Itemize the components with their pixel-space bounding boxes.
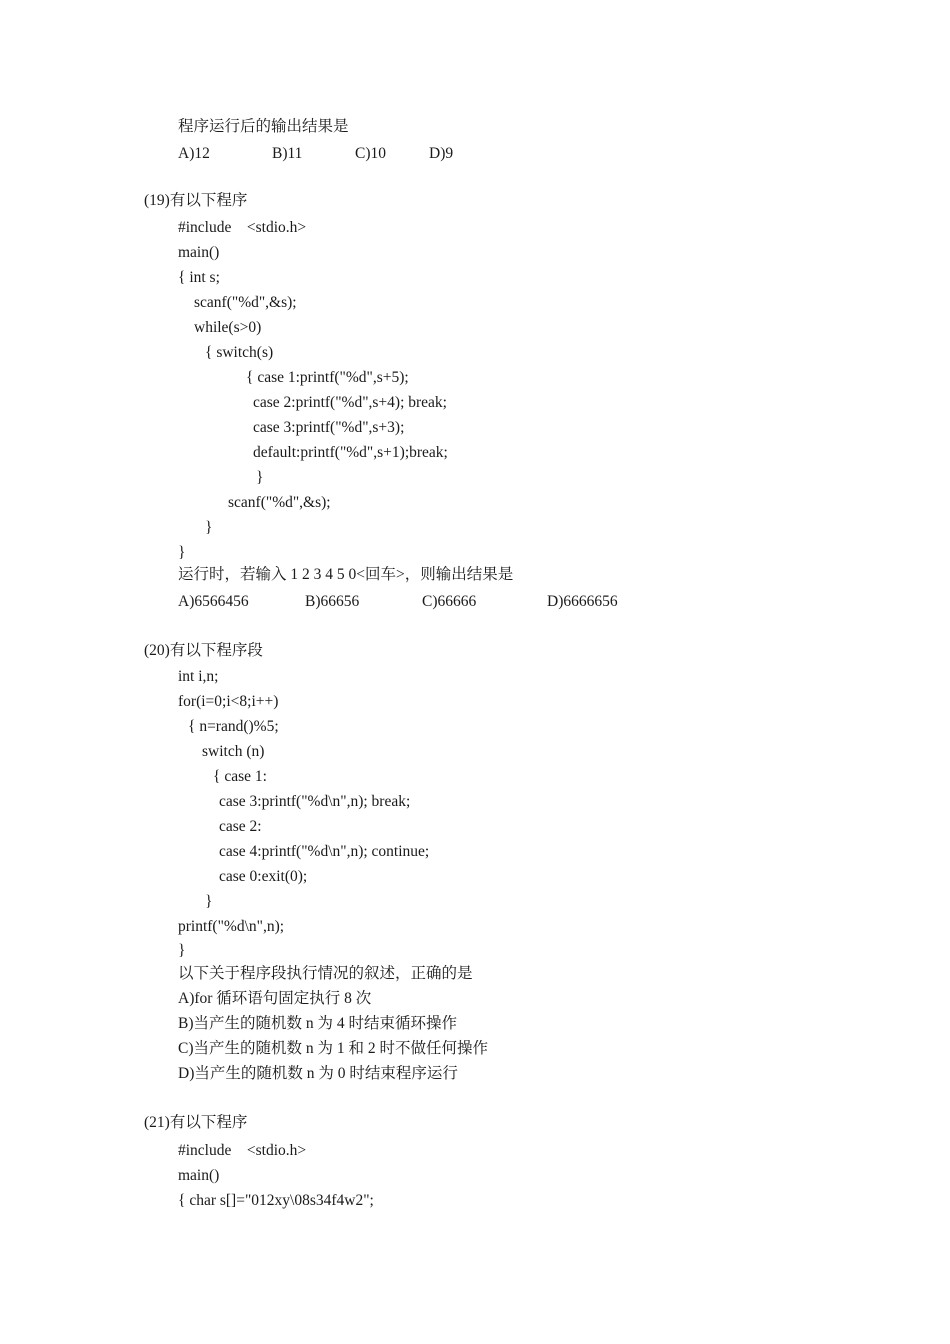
q20-option-a: A)for 循环语句固定执行 8 次	[178, 990, 372, 1007]
q20-code-line: }	[178, 942, 186, 959]
q19-code-line: #include <stdio.h>	[178, 219, 307, 236]
q20-code-line: { n=rand()%5;	[188, 718, 279, 735]
q19-code-line: scanf("%d",&s);	[194, 294, 297, 311]
q21-code-line: #include <stdio.h>	[178, 1142, 307, 1159]
q18-option-a: A)12	[178, 145, 210, 162]
q20-title: (20)有以下程序段	[144, 642, 263, 659]
q19-code-line: { switch(s)	[205, 344, 274, 361]
q20-code-line: printf("%d\n",n);	[178, 918, 285, 935]
q19-code-line: while(s>0)	[194, 319, 262, 336]
q20-option-c: C)当产生的随机数 n 为 1 和 2 时不做任何操作	[178, 1040, 489, 1057]
q20-code-line: int i,n;	[178, 668, 219, 685]
q19-code-line: }	[178, 544, 186, 561]
q20-option-b: B)当产生的随机数 n 为 4 时结束循环操作	[178, 1015, 458, 1032]
q18-option-d: D)9	[429, 145, 454, 162]
q20-code-line: case 2:	[219, 818, 262, 835]
q19-code-line: default:printf("%d",s+1);break;	[253, 444, 448, 461]
q20-question: 以下关于程序段执行情况的叙述，正确的是	[178, 965, 473, 982]
q21-title: (21)有以下程序	[144, 1114, 248, 1131]
q20-code-line: for(i=0;i<8;i++)	[178, 693, 279, 710]
q20-code-line: switch (n)	[202, 743, 265, 760]
q18-option-c: C)10	[355, 145, 386, 162]
q19-option-b: B)66656	[305, 593, 360, 610]
q19-option-c: C)66666	[422, 593, 477, 610]
q20-code-line: case 3:printf("%d\n",n); break;	[219, 793, 411, 810]
q19-title: (19)有以下程序	[144, 192, 248, 209]
q19-code-line: }	[256, 469, 264, 486]
q21-code-line: { char s[]="012xy\08s34f4w2";	[178, 1192, 374, 1209]
q19-question: 运行时，若输入 1 2 3 4 5 0<回车>，则输出结果是	[178, 566, 514, 583]
q20-code-line: case 4:printf("%d\n",n); continue;	[219, 843, 430, 860]
q19-code-line: main()	[178, 244, 220, 261]
q19-option-d: D)6666656	[547, 593, 618, 610]
q19-code-line: { case 1:printf("%d",s+5);	[246, 369, 409, 386]
q19-code-line: }	[205, 519, 213, 536]
q21-code-line: main()	[178, 1167, 220, 1184]
q19-code-line: case 3:printf("%d",s+3);	[253, 419, 405, 436]
q18-question-tail: 程序运行后的输出结果是	[178, 118, 349, 135]
q20-code-line: }	[205, 893, 213, 910]
q19-code-line: { int s;	[178, 269, 220, 286]
q19-code-line: case 2:printf("%d",s+4); break;	[253, 394, 447, 411]
q18-option-b: B)11	[272, 145, 303, 162]
q19-option-a: A)6566456	[178, 593, 249, 610]
q20-code-line: case 0:exit(0);	[219, 868, 308, 885]
q20-code-line: { case 1:	[213, 768, 267, 785]
q19-code-line: scanf("%d",&s);	[228, 494, 331, 511]
q20-option-d: D)当产生的随机数 n 为 0 时结束程序运行	[178, 1065, 458, 1082]
